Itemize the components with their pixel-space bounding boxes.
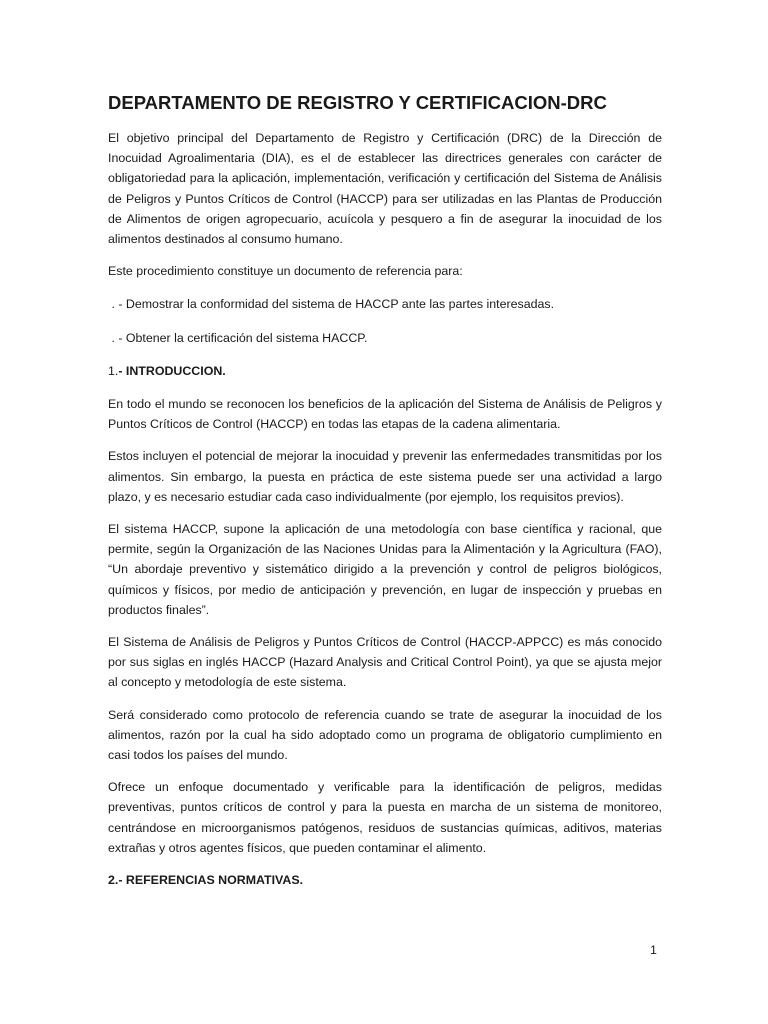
document-page — [108, 92, 662, 903]
paragraph-methodology: El sistema HACCP, supone la aplicación de una metodología con base científica y racional, que permite, según la Organización de las Naciones Unidas para la Alimentación y la Agricultura (FAO), “Un abordaje preventivo y sistemático dirigido a la prevención y control de peligros biológicos, químicos y físicos, por medio de anticipación y prevención, en lugar de inspección y pruebas en productos finales”. — [108, 522, 662, 617]
intro-paragraph: El objetivo principal del Departamento de Registro y Certificación (DRC) de la Dirección de Inocuidad Agroalimentaria (DIA), es el de establecer las directrices generales con carácter de obligatoriedad para la aplicación, implementación, verificación y certificación del Sistema de Análisis de Peligros y Puntos Críticos de Control (HACCP) para ser utilizadas en las Plantas de Producción de Alimentos de origen agropecuario, acuícola y pesquero a fin de asegurar la inocuidad de los alimentos destinados al consumo humano. — [108, 131, 662, 247]
document-title: DEPARTAMENTO DE REGISTRO Y CERTIFICACION-DRC — [108, 92, 607, 113]
paragraph-approach: Ofrece un enfoque documentado y verificable para la identificación de peligros, medidas preventivas, puntos críticos de control y para la puesta en marcha de un sistema de monitoreo, centrándose en microorganismos patógenos, residuos de sustancias químicas, aditivos, materias extrañas y otros agentes físicos, que pueden contaminar el alimento. — [108, 780, 662, 855]
paragraph-acronym: El Sistema de Análisis de Peligros y Puntos Críticos de Control (HACCP-APPCC) es más conocido por sus siglas en inglés HACCP (Hazard Analysis and Critical Control Point), ya que se ajusta mejor al concepto y metodología de este sistema. — [108, 635, 662, 690]
section-heading-referencias: 2.- REFERENCIAS NORMATIVAS. — [108, 873, 304, 888]
paragraph-benefits: En todo el mundo se reconocen los beneficios de la aplicación del Sistema de Análisis de Peligros y Puntos Críticos de Control (HACCP) en todas las etapas de la cadena alimentaria. — [108, 397, 662, 432]
paragraph-potential: Estos incluyen el potencial de mejorar la inocuidad y prevenir las enfermedades transmitidas por los alimentos. Sin embargo, la puesta en práctica de este sistema puede ser una actividad a largo plazo, y es necesario estudiar cada caso individualmente (por ejemplo, los requisitos previos). — [108, 449, 662, 504]
section-heading-introduccion — [108, 361, 662, 381]
reference-intro: Este procedimiento constituye un documento de referencia para: — [108, 264, 463, 279]
section-number: 1. — [108, 363, 119, 378]
bullet-item-certification: . - Obtener la certificación del sistema HACCP. — [108, 330, 368, 345]
paragraph-protocol: Será considerado como protocolo de referencia cuando se trate de asegurar la inocuidad de los alimentos, razón por la cual ha sido adoptado como un programa de obligatorio cumplimiento en casi todos los países del mundo. — [108, 707, 662, 763]
section-title: - INTRODUCCION. — [118, 363, 226, 378]
bullet-item-conformity: . - Demostrar la conformidad del sistema de HACCP ante las partes interesadas. — [108, 297, 555, 312]
page-number: 1 — [650, 943, 657, 957]
